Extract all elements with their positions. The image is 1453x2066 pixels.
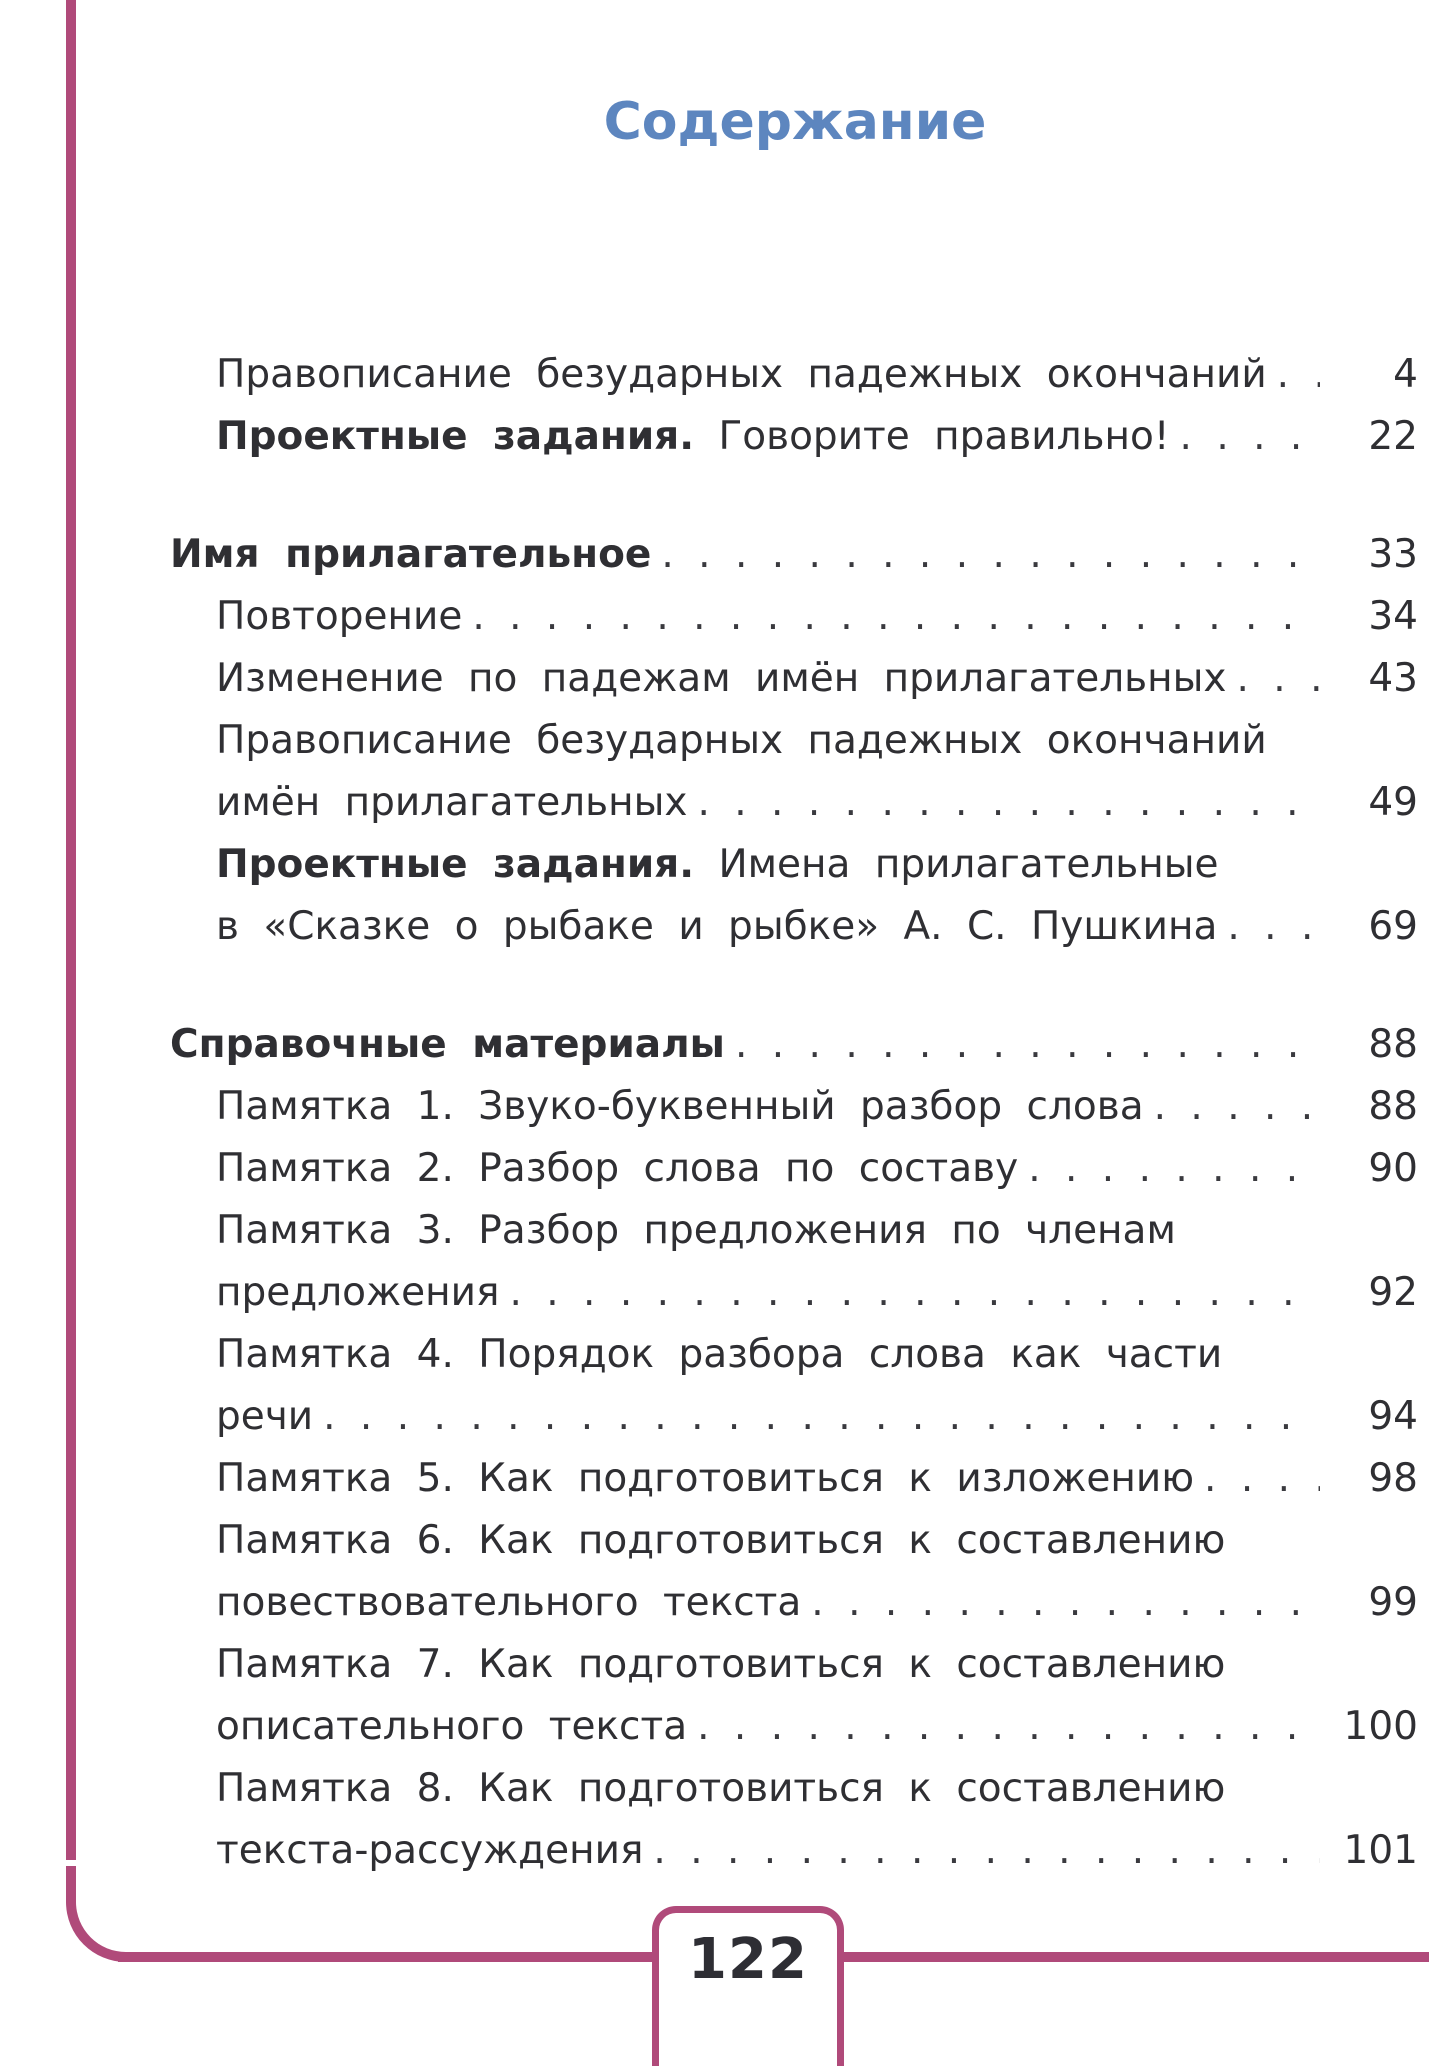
toc-entry-page: 90 <box>1368 1146 1418 1191</box>
toc-entry-page: 100 <box>1343 1704 1418 1749</box>
frame-corner <box>66 1866 126 1962</box>
toc-entry[interactable] <box>216 1146 1418 1208</box>
leader-dots <box>1204 1456 1320 1501</box>
toc-entry[interactable] <box>216 1394 1418 1456</box>
toc-entry-title-line1: Памятка 6. Как подготовиться к составлению <box>216 1518 1226 1563</box>
toc-entry-title: речи <box>216 1394 314 1439</box>
toc-entry[interactable] <box>216 780 1418 842</box>
frame-bottom-border-right <box>842 1952 1429 1962</box>
toc-entry-page: 88 <box>1368 1022 1418 1067</box>
page-number: 122 <box>688 1927 808 1992</box>
toc-entry[interactable] <box>216 1084 1418 1146</box>
toc-section-title: Имя прилагательное <box>170 532 652 577</box>
toc-section[interactable] <box>170 532 1418 594</box>
toc-entry-page: 99 <box>1368 1580 1418 1625</box>
page-number-tab <box>652 1906 844 2066</box>
toc-entry-title: Повторение <box>216 594 463 639</box>
toc-entry-title-line1: Памятка 7. Как подготовиться к составлению <box>216 1642 1226 1687</box>
toc-entry-page: 92 <box>1368 1270 1418 1315</box>
toc-entry-title: в «Сказке о рыбаке и рыбке» А. С. Пушкина <box>216 904 1218 949</box>
leader-dots <box>697 780 1320 825</box>
toc-entry-title: Говорите правильно! <box>694 414 1170 459</box>
toc-entry-title-line1: Памятка 4. Порядок разбора слова как части <box>216 1332 1223 1377</box>
toc-entry[interactable] <box>216 414 1418 476</box>
toc-entry[interactable] <box>216 594 1418 656</box>
toc-entry-title: текста-рассуждения <box>216 1828 644 1873</box>
toc-entry-page: 33 <box>1368 532 1418 577</box>
page-title: Содержание <box>603 92 987 152</box>
leader-dots <box>661 532 1320 577</box>
toc-entry-title-line1: Проектные задания. Имена прилагательные <box>216 842 1219 887</box>
leader-dots <box>1028 1146 1320 1191</box>
leader-dots <box>1180 414 1320 459</box>
toc-entry-title: Памятка 5. Как подготовиться к изложению <box>216 1456 1195 1501</box>
leader-dots <box>697 1704 1320 1749</box>
project-tasks-label: Проектные задания. <box>216 842 695 887</box>
toc-entry-title: предложения <box>216 1270 500 1315</box>
leader-dots <box>1277 352 1320 397</box>
leader-dots <box>472 594 1320 639</box>
leader-dots <box>653 1828 1320 1873</box>
toc-entry-title: описательного текста <box>216 1704 688 1749</box>
toc-entry[interactable] <box>216 1704 1418 1766</box>
toc-entry-title: имён прилагательных <box>216 780 688 825</box>
toc-entry-page: 98 <box>1368 1456 1418 1501</box>
toc-entry-title: Правописание безударных падежных окончаний <box>216 352 1267 397</box>
leader-dots <box>1227 904 1320 949</box>
toc-entry-page: 88 <box>1368 1084 1418 1129</box>
toc-entry-page: 4 <box>1393 352 1418 397</box>
toc-entry-page: 49 <box>1368 780 1418 825</box>
toc-entry-title-line1: Правописание безударных падежных окончаний <box>216 718 1267 763</box>
toc-entry[interactable] <box>216 904 1418 966</box>
leader-dots <box>1237 656 1321 701</box>
toc-entry[interactable] <box>216 1580 1418 1642</box>
toc-entry[interactable] <box>216 1828 1418 1890</box>
toc-entry-title: Памятка 2. Разбор слова по составу <box>216 1146 1019 1191</box>
toc-entry-title: Изменение по падежам имён прилагательных <box>216 656 1227 701</box>
leader-dots <box>323 1394 1320 1439</box>
toc-entry-title-line1: Памятка 8. Как подготовиться к составлению <box>216 1766 1226 1811</box>
toc-entry-page: 43 <box>1368 656 1418 701</box>
toc-section-title: Справочные материалы <box>170 1022 725 1067</box>
toc-entry-page: 101 <box>1343 1828 1418 1873</box>
toc-section[interactable] <box>170 1022 1418 1084</box>
toc-entry-title: повествовательного текста <box>216 1580 802 1625</box>
frame-bottom-border-left <box>118 1952 652 1962</box>
toc-entry[interactable] <box>216 1456 1418 1518</box>
toc-entry-page: 69 <box>1368 904 1418 949</box>
leader-dots <box>509 1270 1320 1315</box>
toc-entry-page: 22 <box>1368 414 1418 459</box>
toc-entry[interactable] <box>216 1270 1418 1332</box>
leader-dots <box>1154 1084 1320 1129</box>
toc-entry-page: 94 <box>1368 1394 1418 1439</box>
toc-entry-title: Памятка 1. Звуко-буквенный разбор слова <box>216 1084 1144 1129</box>
leader-dots <box>811 1580 1320 1625</box>
toc-entry[interactable] <box>216 352 1418 414</box>
project-tasks-label: Проектные задания. <box>216 414 695 459</box>
frame-left-border <box>66 0 76 1860</box>
toc-entry-page: 34 <box>1368 594 1418 639</box>
leader-dots <box>735 1022 1320 1067</box>
toc-entry[interactable] <box>216 656 1418 718</box>
toc-entry-title-line1: Памятка 3. Разбор предложения по членам <box>216 1208 1176 1253</box>
